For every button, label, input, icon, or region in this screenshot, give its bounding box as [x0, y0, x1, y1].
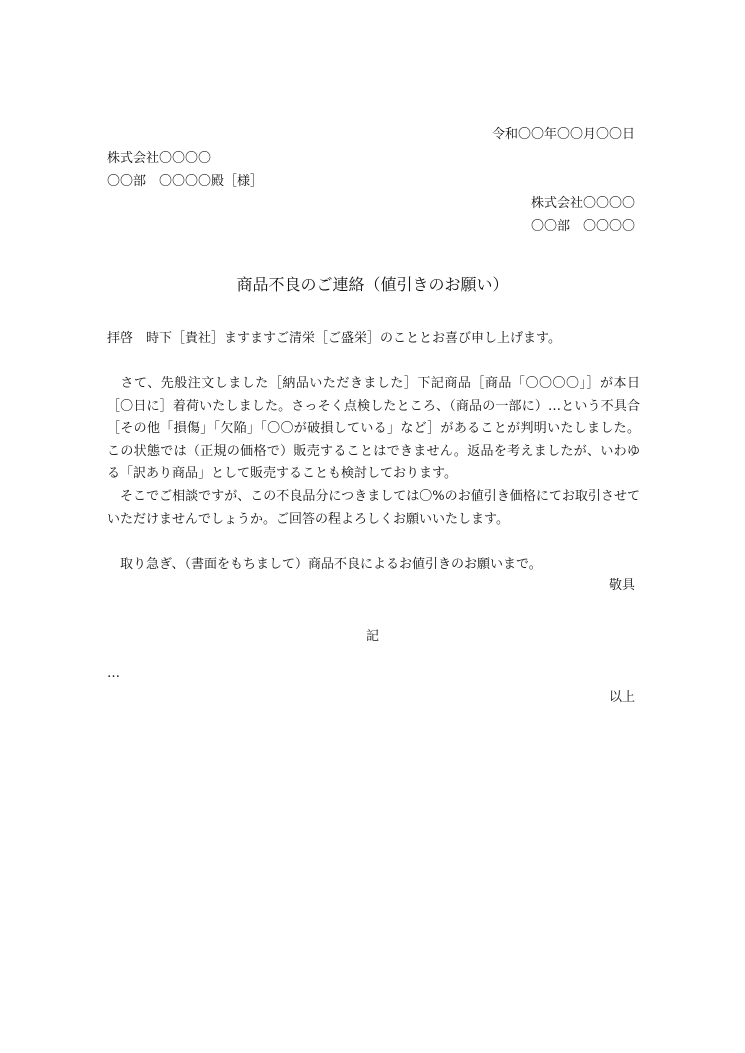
- closing-keigu: 敬具: [608, 578, 635, 593]
- ki-heading: 記: [365, 629, 379, 644]
- closing-sentence: 取り急ぎ、（書面をもちまして）商品不良によるお値引きのお願いまで。: [107, 557, 542, 572]
- recipient-company: 株式会社〇〇〇〇: [107, 151, 212, 166]
- body-paragraph-2: そこでご相談ですが、この不良品分につきましては〇%のお値引き価格にてお取引させていただけませんでしょうか。ご回答の程よろしくお願いいたします。: [107, 489, 640, 527]
- recipient-person: 〇〇部 〇〇〇〇殿［様］: [107, 174, 264, 189]
- sender-company: 株式会社〇〇〇〇: [530, 196, 635, 211]
- closing-ijou: 以上: [608, 690, 635, 705]
- letter-title: 商品不良のご連絡（値引きのお願い）: [236, 275, 509, 294]
- letter-date: 令和〇〇年〇〇月〇〇日: [491, 127, 635, 142]
- detail-ellipsis: …: [107, 666, 120, 681]
- sender-person: 〇〇部 〇〇〇〇: [530, 219, 635, 234]
- greeting: 拝啓 時下［貴社］ますますご清栄［ご盛栄］のこととお喜び申し上げます。: [107, 331, 561, 346]
- body-paragraph-1: さて、先般注文しました［納品いただきました］下記商品［商品「〇〇〇〇」］が本日［〇日に］着荷いたしました。さっそく点検したところ、（商品の一部に）…という不具合［その他「損傷」「欠陥」「〇〇が破損している」など］があることが判明いたしました。この状態では（正規の価格で）販売することはできません。返品を考えましたが、いわゆる「訳あり商品」として販売することも検討しております。: [107, 376, 640, 481]
